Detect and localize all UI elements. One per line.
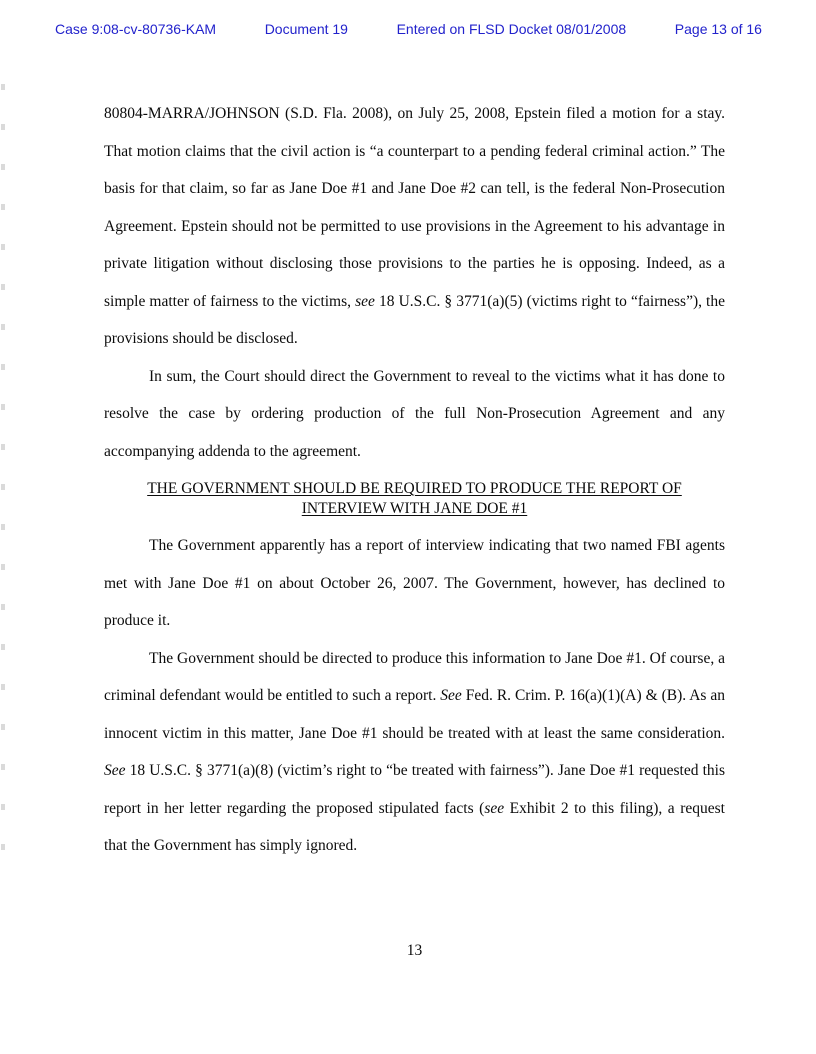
paragraph: 80804-MARRA/JOHNSON (S.D. Fla. 2008), on July 25, 2008, Epstein filed a motion for a stay. That motion claims that the civil action is “a counterpart to a pending federal criminal action.” The basis for that claim, so far as Jane Doe #1 and Jane Doe #2 can tell, is the federal Non-Prosecution Agreement. Epstein should not be permitted to use provisions in the Agreement to his advantage in private litigation without disclosing those provisions to the parties he is opposing. Indeed, as a simple matter of fairness to the victims, see 18 U.S.C. § 3771(a)(5) (victims right to “fairness”), the provisions should be disclosed.	[104, 105, 725, 347]
pacer-header	[55, 21, 762, 37]
section-heading-line: INTERVIEW WITH JANE DOE #1	[301, 499, 528, 517]
paragraph: In sum, the Court should direct the Government to reveal to the victims what it has done to resolve the case by ordering production of the full Non-Prosecution Agreement and any accompanying addenda to the agreement.	[104, 367, 725, 460]
page-number: 13	[406, 942, 423, 959]
scan-artifact-strip	[1, 84, 5, 874]
docket-entry-date: Entered on FLSD Docket 08/01/2008	[396, 21, 627, 37]
page-footer	[104, 941, 725, 961]
document-body	[104, 95, 725, 865]
section-heading	[104, 479, 725, 518]
paragraph: The Government apparently has a report of interview indicating that two named FBI agents met with Jane Doe #1 on about October 26, 2007. The Government, however, has declined to produce it.	[104, 537, 725, 629]
paragraph: The Government should be directed to produce this information to Jane Doe #1. Of course, a criminal defendant would be entitled to such a report. See Fed. R. Crim. P. 16(a)(1)(A) & (B). As an innocent victim in this matter, Jane Doe #1 should be treated with at least the same consideration. See 18 U.S.C. § 3771(a)(8) (victim’s right to “be treated with fairness”). Jane Doe #1 requested this report in her letter regarding the proposed stipulated facts (see Exhibit 2 to this filing), a request that the Government has simply ignored.	[104, 649, 725, 854]
section-heading-line: THE GOVERNMENT SHOULD BE REQUIRED TO PRODUCE THE REPORT OF	[147, 480, 682, 497]
document-number: Document 19	[264, 21, 348, 37]
case-number: Case 9:08-cv-80736-KAM	[55, 21, 217, 37]
page-indicator: Page 13 of 16	[674, 21, 762, 37]
